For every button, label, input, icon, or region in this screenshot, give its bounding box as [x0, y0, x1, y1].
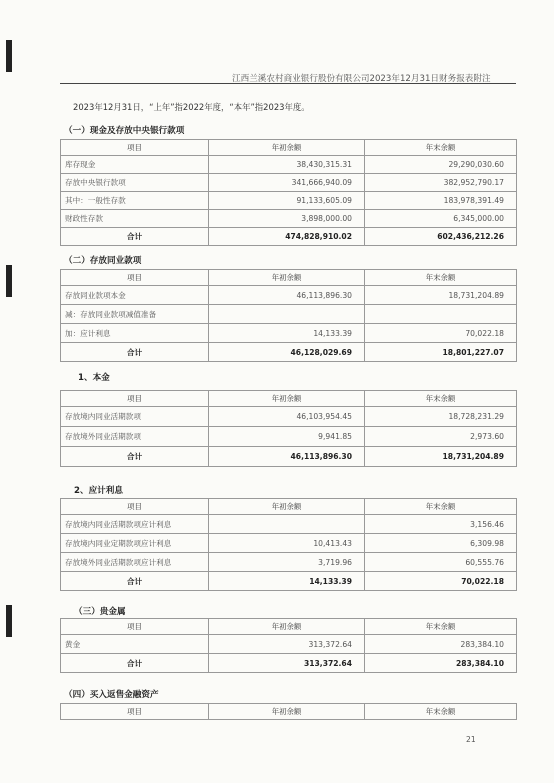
total-label: 合计 [61, 228, 209, 246]
section-title: （四）买入返售金融资产 [64, 690, 159, 700]
row-opening-balance: 9,941.85 [209, 427, 365, 447]
column-header-closing: 年末余额 [365, 499, 517, 515]
row-opening-balance: 10,413.43 [209, 534, 365, 553]
table-header-row [61, 499, 517, 515]
table-row [61, 553, 517, 572]
total-opening-balance: 46,128,029.69 [209, 343, 365, 362]
scan-edge-mark [6, 265, 12, 297]
row-item-label: 存放境内同业活期款项 [61, 407, 209, 427]
row-item-label: 存放同业款项本金 [61, 286, 209, 305]
balance-table [60, 139, 517, 246]
row-closing-balance: 18,728,231.29 [365, 407, 517, 427]
total-closing-balance: 18,801,227.07 [365, 343, 517, 362]
total-closing-balance: 70,022.18 [365, 572, 517, 591]
table-row [61, 534, 517, 553]
row-item-label: 存放境外同业活期款项应计利息 [61, 553, 209, 572]
column-header-item: 项目 [61, 499, 209, 515]
table-header-row [61, 619, 517, 635]
row-opening-balance: 14,133.39 [209, 324, 365, 343]
column-header-item: 项目 [61, 619, 209, 635]
row-closing-balance: 18,731,204.89 [365, 286, 517, 305]
column-header-opening: 年初余额 [209, 619, 365, 635]
section-title: 1、本金 [78, 373, 110, 383]
row-closing-balance: 2,973.60 [365, 427, 517, 447]
row-opening-balance: 3,898,000.00 [209, 210, 365, 228]
row-opening-balance: 341,666,940.09 [209, 174, 365, 192]
total-opening-balance: 313,372.64 [209, 654, 365, 673]
row-item-label: 财政性存款 [61, 210, 209, 228]
row-closing-balance: 6,345,000.00 [365, 210, 517, 228]
column-header-closing: 年末余额 [365, 619, 517, 635]
header-rule [60, 83, 516, 84]
column-header-item: 项目 [61, 270, 209, 286]
column-header-opening: 年初余额 [209, 140, 365, 156]
row-item-label: 存放中央银行款项 [61, 174, 209, 192]
row-item-label: 存放境内同业活期款项应计利息 [61, 515, 209, 534]
row-opening-balance: 313,372.64 [209, 635, 365, 654]
column-header-item: 项目 [61, 391, 209, 407]
row-opening-balance: 46,103,954.45 [209, 407, 365, 427]
table-row [61, 192, 517, 210]
running-header: 江西兰溪农村商业银行股份有限公司2023年12月31日财务报表附注 [232, 74, 491, 84]
column-header-opening: 年初余额 [209, 499, 365, 515]
row-closing-balance: 60,555.76 [365, 553, 517, 572]
row-closing-balance: 6,309.98 [365, 534, 517, 553]
section-title: 2、应计利息 [74, 486, 123, 496]
total-label: 合计 [61, 654, 209, 673]
balance-table [60, 703, 517, 720]
scan-edge-mark [6, 605, 12, 637]
table-row [61, 305, 517, 324]
column-header-item: 项目 [61, 704, 209, 720]
total-label: 合计 [61, 572, 209, 591]
row-item-label: 减：存放同业款项减值准备 [61, 305, 209, 324]
total-closing-balance: 18,731,204.89 [365, 447, 517, 467]
table-row [61, 515, 517, 534]
row-opening-balance: 3,719.96 [209, 553, 365, 572]
total-label: 合计 [61, 343, 209, 362]
table-total-row [61, 228, 517, 246]
total-closing-balance: 283,384.10 [365, 654, 517, 673]
total-closing-balance: 602,436,212.26 [365, 228, 517, 246]
table-total-row [61, 654, 517, 673]
table-total-row [61, 572, 517, 591]
row-closing-balance: 382,952,790.17 [365, 174, 517, 192]
table-header-row [61, 140, 517, 156]
column-header-closing: 年末余额 [365, 270, 517, 286]
row-closing-balance [365, 305, 517, 324]
row-item-label: 存放境内同业定期款项应计利息 [61, 534, 209, 553]
row-item-label: 黄金 [61, 635, 209, 654]
row-item-label: 存放境外同业活期款项 [61, 427, 209, 447]
balance-table [60, 618, 517, 673]
balance-table [60, 269, 517, 362]
column-header-opening: 年初余额 [209, 391, 365, 407]
balance-table [60, 390, 517, 467]
row-closing-balance: 29,290,030.60 [365, 156, 517, 174]
column-header-closing: 年末余额 [365, 391, 517, 407]
total-label: 合计 [61, 447, 209, 467]
row-closing-balance: 3,156.46 [365, 515, 517, 534]
table-row [61, 156, 517, 174]
balance-table [60, 498, 517, 591]
column-header-opening: 年初余额 [209, 704, 365, 720]
row-closing-balance: 283,384.10 [365, 635, 517, 654]
table-header-row [61, 270, 517, 286]
table-row [61, 174, 517, 192]
scan-edge-mark [6, 40, 12, 72]
table-row [61, 635, 517, 654]
row-item-label: 其中：一般性存款 [61, 192, 209, 210]
row-closing-balance: 183,978,391.49 [365, 192, 517, 210]
total-opening-balance: 474,828,910.02 [209, 228, 365, 246]
table-row [61, 210, 517, 228]
row-opening-balance [209, 515, 365, 534]
table-row [61, 286, 517, 305]
table-header-row [61, 391, 517, 407]
table-header-row [61, 704, 517, 720]
intro-text: 2023年12月31日，“上年”指2022年度，“本年”指2023年度。 [73, 102, 310, 112]
table-total-row [61, 343, 517, 362]
section-title: （三）贵金属 [74, 607, 126, 617]
table-row [61, 324, 517, 343]
row-opening-balance: 91,133,605.09 [209, 192, 365, 210]
row-item-label: 加：应计利息 [61, 324, 209, 343]
section-title: （一）现金及存放中央银行款项 [64, 126, 185, 136]
section-title: （二）存放同业款项 [64, 256, 142, 266]
total-opening-balance: 46,113,896.30 [209, 447, 365, 467]
table-row [61, 427, 517, 447]
table-row [61, 407, 517, 427]
row-item-label: 库存现金 [61, 156, 209, 174]
table-total-row [61, 447, 517, 467]
row-opening-balance: 38,430,315.31 [209, 156, 365, 174]
page-number: 21 [466, 735, 476, 744]
column-header-closing: 年末余额 [365, 140, 517, 156]
row-opening-balance [209, 305, 365, 324]
column-header-opening: 年初余额 [209, 270, 365, 286]
total-opening-balance: 14,133.39 [209, 572, 365, 591]
column-header-closing: 年末余额 [365, 704, 517, 720]
row-opening-balance: 46,113,896.30 [209, 286, 365, 305]
row-closing-balance: 70,022.18 [365, 324, 517, 343]
column-header-item: 项目 [61, 140, 209, 156]
